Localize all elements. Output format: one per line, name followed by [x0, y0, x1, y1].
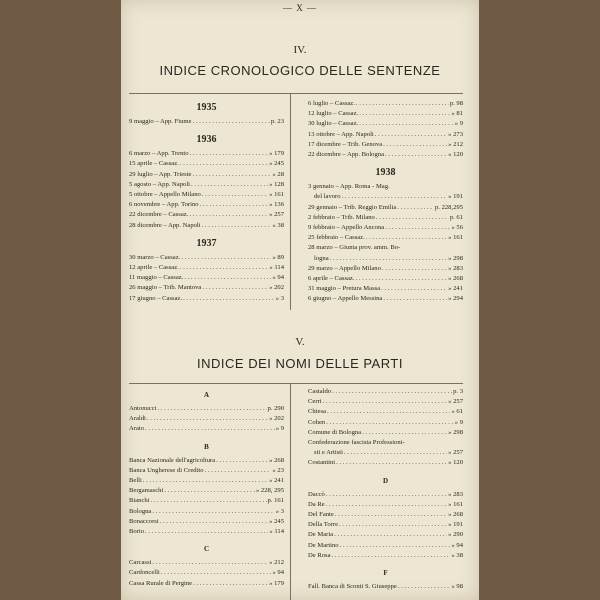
entry-text: Daccò: [308, 490, 325, 498]
index-entry: [308, 541, 463, 551]
entry-text: Banca Ungherese di Credito: [129, 466, 204, 474]
page-number: — X —: [283, 3, 317, 13]
page-reference: » 241: [269, 477, 284, 485]
year-heading: 1935: [196, 102, 217, 113]
entry-text: Chiesa: [308, 408, 326, 416]
year-heading: 1936: [196, 134, 217, 146]
leader-dots: [359, 109, 450, 119]
section-v-title: INDICE DEI NOMI DELLE PARTI: [197, 356, 403, 371]
index-entry: [129, 507, 284, 517]
entry-text: 22 dicembre – Cassaz.: [129, 211, 189, 219]
index-entry: [308, 397, 463, 407]
page-reference: » 191: [448, 193, 463, 201]
page-reference: » 94: [272, 274, 284, 282]
page-reference: » 161: [269, 191, 284, 199]
page-reference: » 89: [272, 253, 284, 261]
page-reference: » 9: [454, 120, 463, 128]
page-reference: » 241: [448, 285, 463, 293]
entry-text: De Martino: [308, 541, 339, 549]
leader-dots: [335, 510, 447, 520]
index-entry: [308, 130, 463, 140]
entry-text: 31 maggio – Pretura Massa: [308, 285, 381, 293]
leader-dots: [326, 418, 454, 428]
index-entry: [129, 180, 284, 190]
index-entry: [308, 582, 463, 592]
page-reference: p. 290: [267, 405, 284, 412]
leader-dots: [381, 284, 447, 294]
entry-text: 6 giugno – Appello Messina: [308, 295, 383, 303]
leader-dots: [366, 233, 447, 243]
index-entry: [308, 551, 463, 561]
index-entry: [308, 448, 463, 458]
entry-text: 5 agosto – App. Napoli: [129, 180, 190, 188]
entry-text: sti e Artisti: [314, 449, 343, 457]
page-reference: » 273: [448, 130, 463, 138]
index-entry: [129, 273, 284, 283]
entry-text: Bonaccorsi: [129, 517, 159, 525]
leader-dots: [398, 582, 451, 592]
entry-text: Fall. Banca di Sconti S. Giuseppe: [308, 583, 397, 591]
page-reference: p. 98: [449, 100, 463, 107]
leader-dots: [184, 273, 271, 283]
index-entry: [308, 99, 463, 109]
leader-dots: [160, 517, 268, 527]
leader-dots: [336, 458, 447, 468]
page-reference: p. 228,295: [434, 203, 463, 211]
leader-dots: [192, 170, 271, 180]
page-reference: » 268: [448, 511, 463, 519]
page-reference: » 161: [448, 500, 463, 508]
page-reference: » 120: [448, 151, 463, 159]
section-v-column-divider: [290, 383, 291, 600]
page-reference: » 228, 295: [255, 487, 284, 495]
index-entry: [308, 109, 463, 119]
index-entry: [129, 476, 284, 486]
index-entry: [308, 233, 463, 243]
entry-text: Bianchi: [129, 497, 150, 505]
entry-text: Da Re: [308, 500, 325, 508]
page-reference: » 81: [451, 110, 463, 118]
entry-text: 25 febbraio – Cassaz.: [308, 234, 365, 242]
entry-text: logna: [314, 254, 329, 262]
page-reference: » 61: [451, 408, 463, 416]
index-entry: [308, 203, 463, 213]
entry-text: 12 luglio – Cassaz.: [308, 110, 359, 118]
entry-text: Carcassi: [129, 559, 152, 567]
page-reference: » 23: [272, 466, 284, 474]
index-entry: [308, 192, 463, 202]
entry-text: Cerri: [308, 398, 322, 406]
page-reference: » 245: [269, 160, 284, 168]
page-reference: » 257: [269, 211, 284, 219]
year-heading: 1937: [196, 237, 217, 249]
entry-text: 29 gennaio – Trib. Reggio Emilia: [308, 203, 397, 211]
leader-dots: [151, 496, 267, 506]
page-reference: » 3: [275, 507, 284, 515]
leader-dots: [192, 117, 269, 127]
entry-text: 17 giugno – Cassaz.: [129, 294, 183, 302]
entry-text: Comune di Bologna: [308, 428, 362, 436]
leader-dots: [202, 221, 272, 231]
entry-text: 12 aprile – Cassaz.: [129, 264, 179, 272]
index-entry: [308, 407, 463, 417]
page-reference: » 202: [269, 284, 284, 292]
letter-heading: C: [203, 545, 210, 554]
page-reference: » 212: [269, 559, 284, 567]
index-entry: [308, 182, 463, 192]
section-v-numeral: V.: [295, 336, 305, 348]
entry-text: 5 ottobre – Appello Milano: [129, 191, 201, 199]
page-reference: » 98: [451, 583, 463, 591]
entry-text: De Rosa: [308, 551, 331, 559]
index-entry: [308, 223, 463, 233]
entry-text: 9 maggio – App. Fiume: [129, 118, 192, 125]
page-reference: » 257: [448, 449, 463, 457]
index-entry: [308, 530, 463, 540]
index-entry: [308, 458, 463, 468]
page-reference: » 268: [269, 456, 284, 464]
index-entry: [129, 456, 284, 466]
entry-text: 29 marzo – Appello Milano: [308, 264, 381, 272]
index-entry: [129, 294, 284, 304]
index-entry: [308, 294, 463, 304]
section-iv-title: INDICE CRONOLOGICO DELLE SENTENZE: [159, 63, 441, 78]
entry-text: 9 febbraio – Appello Ancona: [308, 224, 385, 232]
leader-dots: [152, 507, 274, 517]
leader-dots: [152, 558, 268, 568]
page-reference: p. 161: [267, 497, 284, 505]
entry-text: Belli: [129, 477, 142, 485]
page-reference: » 94: [451, 541, 463, 549]
leader-dots: [216, 456, 268, 466]
index-entry: [308, 264, 463, 274]
index-entry: [129, 568, 284, 578]
page-reference: » 9: [275, 425, 284, 433]
entry-text: Del Fante: [308, 511, 334, 519]
index-entry: [129, 404, 284, 414]
entry-text: Antonucci: [129, 405, 157, 412]
page-reference: p. 3: [453, 388, 463, 395]
leader-dots: [180, 263, 269, 273]
leader-dots: [326, 490, 447, 500]
leader-dots: [181, 253, 271, 263]
page-reference: » 38: [451, 551, 463, 559]
entry-text: Confederazione fascista Professioni-: [308, 439, 405, 447]
leader-dots: [157, 404, 266, 414]
leader-dots: [330, 254, 448, 264]
entry-text: Cardoncelli: [129, 569, 160, 577]
entry-text: 15 aprile – Cassaz.: [129, 160, 179, 168]
entry-text: 17 dicembre – Trib. Genova: [308, 140, 383, 148]
page-reference: » 114: [269, 264, 284, 272]
entry-text: Cohen: [308, 418, 326, 426]
leader-dots: [362, 428, 447, 438]
leader-dots: [161, 568, 272, 578]
leader-dots: [205, 466, 272, 476]
letter-heading: B: [204, 442, 209, 451]
leader-dots: [383, 294, 447, 304]
leader-dots: [145, 527, 268, 537]
index-entry: [129, 486, 284, 496]
index-entry: [129, 210, 284, 220]
section-iv-rule: [129, 93, 463, 94]
index-entry: [129, 496, 284, 506]
leader-dots: [342, 192, 448, 202]
index-entry: [129, 527, 284, 537]
leader-dots: [145, 424, 275, 434]
index-entry: [308, 418, 463, 428]
index-entry: [308, 438, 463, 448]
index-entry: [129, 159, 284, 169]
leader-dots: [375, 130, 447, 140]
leader-dots: [397, 203, 434, 213]
entry-text: 11 maggio – Cassaz.: [129, 274, 184, 282]
page-reference: » 257: [448, 398, 463, 406]
entry-text: Castaldo: [308, 388, 332, 395]
page-reference: » 212: [448, 140, 463, 148]
page-reference: » 136: [269, 201, 284, 209]
page-reference: » 3: [275, 294, 284, 302]
index-entry: [129, 558, 284, 568]
leader-dots: [385, 150, 447, 160]
book-page: [121, 0, 479, 600]
page-reference: p. 61: [449, 213, 463, 221]
index-entry: [308, 428, 463, 438]
leader-dots: [323, 397, 448, 407]
index-entry: [129, 149, 284, 159]
leader-dots: [202, 283, 268, 293]
index-entry: [129, 170, 284, 180]
entry-text: Bologna: [129, 507, 152, 515]
page-reference: p. 23: [270, 118, 284, 125]
page-reference: » 128: [269, 180, 284, 188]
index-entry: [129, 117, 284, 127]
leader-dots: [334, 530, 447, 540]
page-reference: » 114: [269, 528, 284, 536]
leader-dots: [376, 213, 449, 223]
leader-dots: [193, 579, 268, 589]
leader-dots: [356, 274, 448, 284]
entry-text: 30 marzo – Cassaz.: [129, 253, 181, 261]
index-entry: [308, 490, 463, 500]
page-reference: » 191: [448, 521, 463, 529]
index-entry: [129, 517, 284, 527]
entry-text: 13 ottobre – App. Napoli: [308, 130, 374, 138]
entry-text: Cassa Rurale di Pergine: [129, 579, 193, 587]
index-entry: [129, 414, 284, 424]
entry-text: Borio: [129, 528, 145, 536]
page-reference: » 298: [448, 254, 463, 262]
section-iv-column-divider: [290, 93, 291, 310]
entry-text: 2 febbraio – Trib. Milano: [308, 213, 375, 221]
page-reference: » 283: [448, 490, 463, 498]
entry-text: 22 dicembre – App. Bologna: [308, 151, 384, 159]
index-entry: [308, 140, 463, 150]
letter-heading: F: [383, 569, 388, 578]
index-entry: [308, 274, 463, 284]
page-reference: » 94: [272, 569, 284, 577]
entry-text: Arato: [129, 425, 145, 433]
leader-dots: [382, 264, 447, 274]
index-entry: [308, 387, 463, 397]
index-entry: [308, 284, 463, 294]
entry-text: 28 dicembre – App. Napoli: [129, 221, 201, 229]
leader-dots: [143, 476, 268, 486]
leader-dots: [339, 520, 447, 530]
page-reference: » 56: [451, 224, 463, 232]
page-reference: » 283: [448, 264, 463, 272]
leader-dots: [332, 551, 451, 561]
entry-text: Banca Nazionale dell'agricoltura: [129, 456, 216, 464]
entry-text: 30 luglio – Cassaz.: [308, 120, 359, 128]
leader-dots: [344, 448, 447, 458]
entry-text: Araldi: [129, 415, 146, 423]
index-entry: [308, 243, 463, 253]
index-entry: [129, 190, 284, 200]
page-reference: » 179: [269, 579, 284, 587]
entry-text: 26 maggio – Trib. Mantova: [129, 284, 202, 292]
page-reference: » 38: [272, 221, 284, 229]
page-reference: » 245: [269, 517, 284, 525]
parties-right-column: [308, 383, 463, 592]
letter-heading: D: [382, 476, 389, 485]
entry-text: 28 marzo – Giunta prov. amm. Bo-: [308, 244, 401, 252]
index-entry: [308, 520, 463, 530]
page-reference: » 290: [448, 531, 463, 539]
leader-dots: [180, 159, 268, 169]
entry-text: Della Torre: [308, 521, 338, 529]
leader-dots: [383, 140, 447, 150]
leader-dots: [385, 223, 450, 233]
page-reference: » 268: [448, 275, 463, 283]
section-iv-numeral: IV.: [293, 44, 307, 56]
parties-left-column: [129, 383, 284, 589]
leader-dots: [202, 190, 268, 200]
index-entry: [308, 213, 463, 223]
leader-dots: [359, 119, 454, 129]
index-entry: [308, 119, 463, 129]
year-heading: 1938: [375, 167, 396, 179]
leader-dots: [340, 541, 451, 551]
entry-text: Bergamaschi: [129, 487, 164, 495]
leader-dots: [164, 486, 255, 496]
leader-dots: [356, 99, 449, 109]
entry-text: 6 aprile – Cassaz.: [308, 275, 355, 283]
leader-dots: [190, 149, 269, 159]
page-reference: » 161: [448, 234, 463, 242]
entry-text: Costantini: [308, 459, 336, 467]
leader-dots: [183, 294, 275, 304]
entry-text: De Maria: [308, 531, 334, 539]
entry-text: 3 gennaio – App. Roma - Mag.: [308, 183, 390, 191]
index-entry: [129, 263, 284, 273]
leader-dots: [326, 500, 447, 510]
entry-text: 6 novembre – App. Torino: [129, 201, 199, 209]
index-entry: [129, 283, 284, 293]
letter-heading: A: [203, 391, 210, 399]
leader-dots: [200, 200, 269, 210]
index-entry: [129, 579, 284, 589]
leader-dots: [327, 407, 451, 417]
index-entry: [129, 466, 284, 476]
index-entry: [129, 221, 284, 231]
page-reference: » 9: [454, 418, 463, 426]
chronological-left-column: [129, 95, 284, 304]
leader-dots: [332, 387, 452, 397]
index-entry: [308, 500, 463, 510]
index-entry: [129, 200, 284, 210]
index-entry: [308, 254, 463, 264]
leader-dots: [189, 210, 268, 220]
entry-text: 6 marzo – App. Trento: [129, 150, 189, 158]
index-entry: [308, 510, 463, 520]
index-entry: [129, 253, 284, 263]
index-entry: [129, 424, 284, 434]
leader-dots: [147, 414, 268, 424]
page-reference: » 120: [448, 459, 463, 467]
entry-text: 6 luglio – Cassaz.: [308, 100, 355, 107]
page-reference: » 298: [448, 428, 463, 436]
page-reference: » 28: [272, 170, 284, 178]
leader-dots: [191, 180, 268, 190]
page-reference: » 179: [269, 150, 284, 158]
page-reference: » 202: [269, 415, 284, 423]
index-entry: [308, 150, 463, 160]
entry-text: 29 luglio – App. Trieste: [129, 170, 192, 178]
entry-text: del lavoro: [314, 193, 341, 201]
page-reference: » 294: [448, 295, 463, 303]
chronological-right-column: [308, 95, 463, 305]
